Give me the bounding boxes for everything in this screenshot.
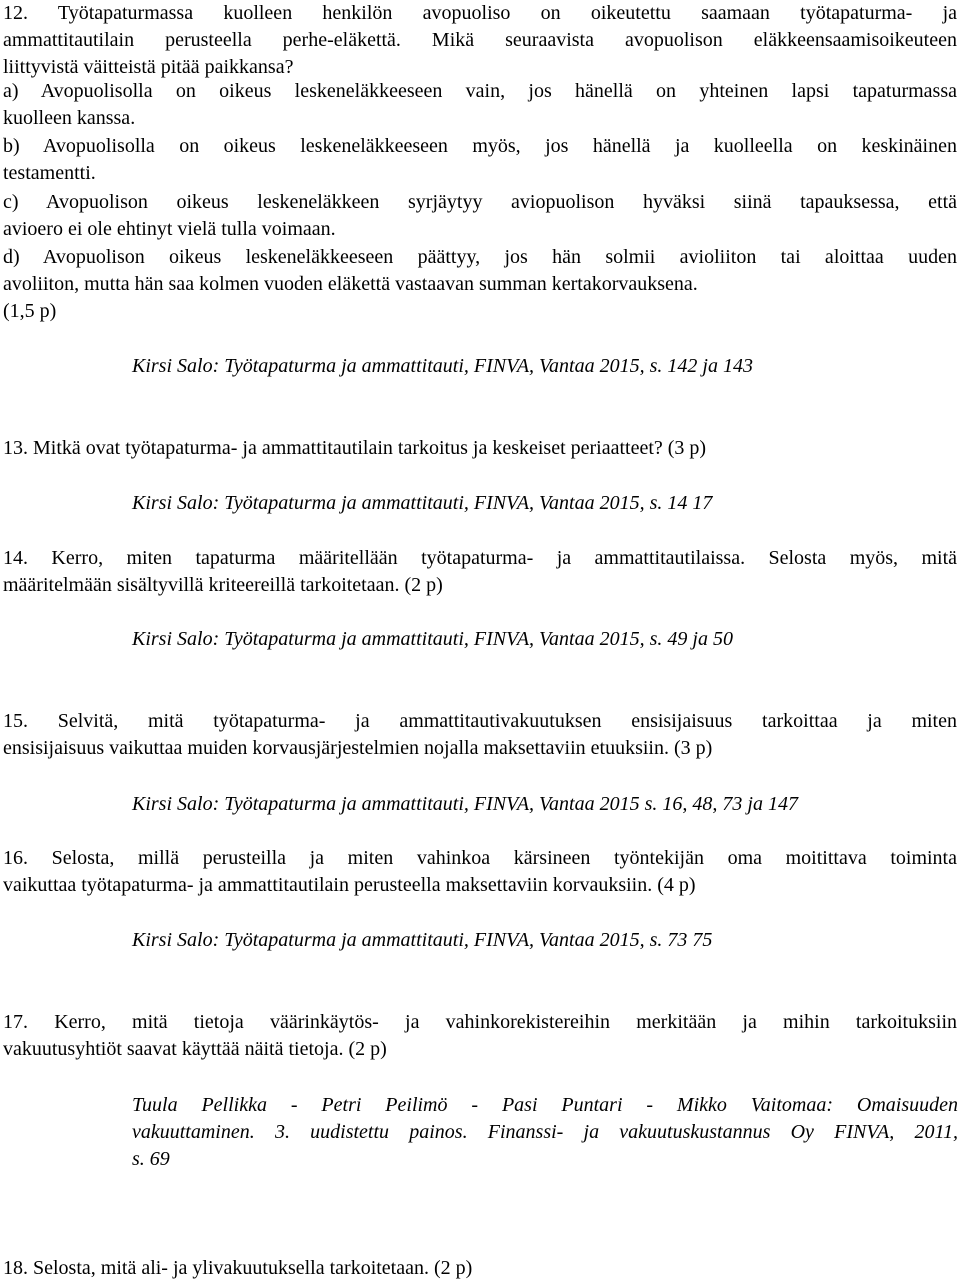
question-12-line-1: 12. Työtapaturmassa kuolleen henkilön avopuoliso on oikeutettu saamaan työtapaturma- ja [3,2,957,24]
option-a-line-2: kuolleen kanssa. [3,107,136,129]
question-16-reference: Kirsi Salo: Työtapaturma ja ammattitauti, FINVA, Vantaa 2015, s. 73 75 [132,929,713,951]
option-b-line-2: testamentti. [3,162,96,184]
question-17 [3,1009,957,1063]
question-12 [3,0,957,81]
option-c-line-1: c) Avopuolison oikeus leskeneläkkeen syrjäytyy aviopuolison hyväksi siinä tapauksessa, että [3,191,957,213]
question-13 [3,435,957,462]
question-12-line-2: ammattitautilain perusteella perhe-eläkettä. Mikä seuraavista avopuolison eläkkeensaamisoikeuteen [3,29,957,51]
option-c-line-2: avioero ei ole ehtinyt vielä tulla voimaan. [3,218,336,240]
option-b-line-1: b) Avopuolisolla on oikeus leskeneläkkeeseen myös, jos hänellä ja kuolleella on keskinäinen [3,135,957,157]
option-a-line-1: a) Avopuolisolla on oikeus leskeneläkkeeseen vain, jos hänellä on yhteinen lapsi tapaturmassa [3,80,957,102]
question-14-reference: Kirsi Salo: Työtapaturma ja ammattitauti, FINVA, Vantaa 2015, s. 49 ja 50 [132,628,733,650]
question-15 [3,708,957,762]
question-17-reference-line-2: vakuuttaminen. 3. uudistettu painos. Finanssi- ja vakuutuskustannus Oy FINVA, 2011, [132,1121,958,1143]
question-12-option-c [3,189,957,243]
question-17-line-2: vakuutusyhtiöt saavat käyttää näitä tietoja. (2 p) [3,1038,387,1060]
question-17-reference-line-3: s. 69 [132,1148,170,1170]
question-15-line-1: 15. Selvitä, mitä työtapaturma- ja ammattitautivakuutuksen ensisijaisuus tarkoittaa ja miten [3,710,957,732]
question-16-line-1: 16. Selosta, millä perusteilla ja miten vahinkoa kärsineen työntekijän oma moitittava toiminta [3,847,957,869]
question-12-option-d [3,244,957,325]
question-15-line-2: ensisijaisuus vaikuttaa muiden korvausjärjestelmien nojalla maksettaviin etuuksiin. (3 p) [3,737,713,759]
question-14 [3,545,957,599]
question-12-points: (1,5 p) [3,300,57,322]
question-14-line-2: määritelmään sisältyvillä kriteereillä tarkoitetaan. (2 p) [3,574,443,596]
option-d-line-1: d) Avopuolison oikeus leskeneläkkeeseen päättyy, jos hän solmii avioliiton tai aloittaa uuden [3,246,957,268]
question-17-reference-line-1: Tuula Pellikka - Petri Peilimö - Pasi Puntari - Mikko Vaitomaa: Omaisuuden [132,1094,958,1116]
question-12-option-b [3,133,957,187]
question-12-option-a [3,78,957,132]
question-12-reference: Kirsi Salo: Työtapaturma ja ammattitauti, FINVA, Vantaa 2015, s. 142 ja 143 [132,355,753,377]
question-18-text: 18. Selosta, mitä ali- ja ylivakuutuksella tarkoitetaan. (2 p) [3,1257,473,1279]
question-14-line-1: 14. Kerro, miten tapaturma määritellään työtapaturma- ja ammattitautilaissa. Selosta myös, mitä [3,547,957,569]
question-13-text: 13. Mitkä ovat työtapaturma- ja ammattitautilain tarkoitus ja keskeiset periaatteet? (3 p) [3,437,707,459]
question-13-reference: Kirsi Salo: Työtapaturma ja ammattitauti, FINVA, Vantaa 2015, s. 14 17 [132,492,713,514]
question-16-line-2: vaikuttaa työtapaturma- ja ammattitautilain perusteella maksettaviin korvauksiin. (4 p) [3,874,696,896]
question-12-line-3: liittyvistä väitteistä pitää paikkansa? [3,56,294,78]
question-15-reference: Kirsi Salo: Työtapaturma ja ammattitauti, FINVA, Vantaa 2015 s. 16, 48, 73 ja 147 [132,793,798,815]
question-16 [3,845,957,899]
question-17-line-1: 17. Kerro, mitä tietoja väärinkäytös- ja vahinkorekistereihin merkitään ja mihin tarkoituksiin [3,1011,957,1033]
question-18 [3,1255,957,1282]
question-17-reference [132,1092,958,1173]
option-d-line-2: avoliiton, mutta hän saa kolmen vuoden eläkettä vastaavan summan kertakorvauksena. [3,273,698,295]
